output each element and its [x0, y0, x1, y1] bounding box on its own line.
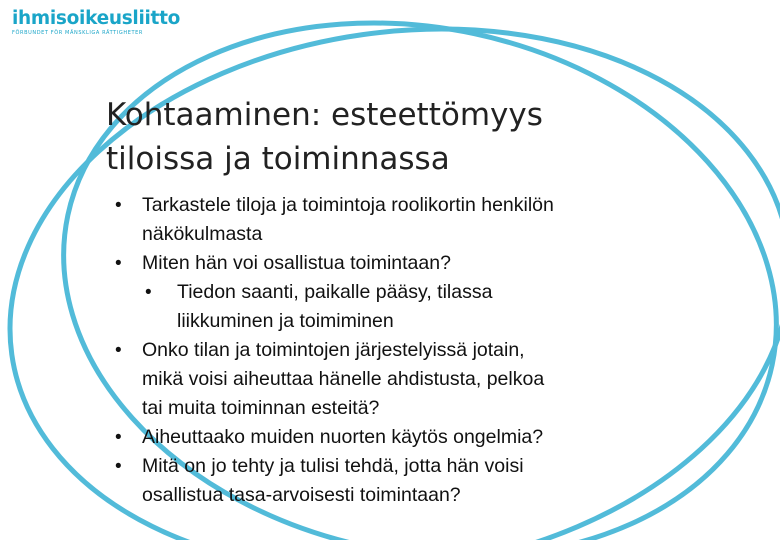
sub-bullet-marker: •	[145, 282, 152, 303]
bullet-3-line-3: tai muita toiminnan esteitä?	[142, 397, 380, 419]
logo-tagline: FÖRBUNDET FÖR MÄNSKLIGA RÄTTIGHETER	[12, 30, 143, 36]
bullet-3-line-2: mikä voisi aiheuttaa hänelle ahdistusta, pelkoa	[142, 368, 545, 390]
bullet-5-line-1: Mitä on jo tehty ja tulisi tehdä, jotta hän voisi	[142, 455, 524, 477]
slide-title	[106, 93, 726, 181]
slide-title-line-2: tiloissa ja toiminnassa	[106, 141, 450, 177]
bullet-marker: •	[115, 427, 122, 448]
logo-name: ihmisoikeusliitto	[12, 8, 181, 29]
bullet-2-line-1: Miten hän voi osallistua toimintaan?	[142, 252, 451, 274]
sub-bullet-line-2: liikkuminen ja toimiminen	[177, 310, 394, 332]
bullet-5-line-2: osallistua tasa-arvoisesti toimintaan?	[142, 484, 461, 506]
slide-title-line-1: Kohtaaminen: esteettömyys	[106, 97, 543, 133]
bullet-3-line-1: Onko tilan ja toimintojen järjestelyissä jotain,	[142, 339, 525, 361]
logo	[12, 8, 181, 36]
sub-bullet-line-1: Tiedon saanti, paikalle pääsy, tilassa	[177, 281, 493, 303]
bullet-4-line-1: Aiheuttaako muiden nuorten käytös ongelmia?	[142, 426, 544, 448]
bullet-marker: •	[115, 456, 122, 477]
bullet-marker: •	[115, 253, 122, 274]
bullet-1-line-1: Tarkastele tiloja ja toimintoja roolikortin henkilön	[142, 194, 554, 216]
bullet-marker: •	[115, 195, 122, 216]
bullet-1-line-2: näkökulmasta	[142, 223, 263, 245]
bullet-marker: •	[115, 340, 122, 361]
